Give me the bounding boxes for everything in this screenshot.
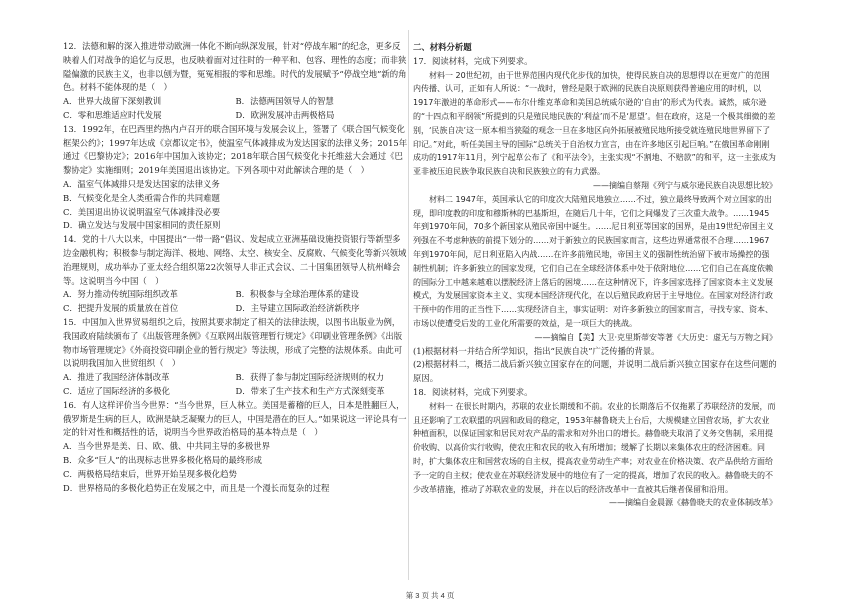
- option-a[interactable]: A．努力推动传统国际组织改革: [63, 289, 178, 300]
- option-a[interactable]: A．当今世界是美、日、欧、俄、中共同主导的多极世界: [63, 441, 271, 452]
- section-title: 二、材料分析题: [413, 42, 472, 52]
- option-b[interactable]: B．气候变化是全人类亟需合作的共同难题: [63, 192, 220, 203]
- question-18-intro: 18．阅读材料，完成下列要求。: [413, 386, 533, 397]
- option-c[interactable]: C．把提升发展的质量放在首位: [63, 303, 179, 314]
- question-stem: 12．法德和解的深入推进带动欧洲一体化不断向纵深发展，针对“停战车厢”的纪念，更多反映着人们对战争的追忆与反思，也反映着面对过往时的一种平和、包容、理性的态度；而非狭隘偏激的民族主义，也非以刨为暨，冤冤相报的零和思维。时代的发展赋予“停战空地”新的角色。材料不能体现的是（ ）: [63, 41, 407, 93]
- question-16: [63, 399, 408, 496]
- option-d[interactable]: D．欧洲发展冲击两极格局: [235, 109, 335, 120]
- option-a[interactable]: A．世界大战留下深刻教训: [63, 96, 162, 107]
- question-12: [63, 40, 408, 123]
- source-citation: ——摘编自【美】大卫·克里斯蒂安等著《大历史：虚无与万物之间》: [534, 332, 777, 342]
- source-citation: ——摘编自金晨源《赫鲁晓夫的农业体制改革》: [609, 498, 777, 508]
- option-c[interactable]: C．两极格局结束后，世界开始呈现多极化趋势: [63, 468, 237, 479]
- question-stem: 13．1992年，在巴西里约热内卢召开的联合国环境与发展会议上，签署了《联合国气候变化框架公约》；1997年达成《京都议定书》，使温室气体减排成为发达国家的法律义务；2015年通过《巴黎协定》；2016年中国加入该协定；2018年联合国气候变化卡托维兹大会通过《巴黎协定》实施细则；2019年美国退出该协定。下列各项中对此解读合理的是（ ）: [63, 123, 408, 176]
- question-stem: 15．中国加入世界贸易组织之后，按照其要求制定了相关的法律法规，以图书出版业为例，我国政府陆续颁布了《出版管理条例》《互联网出版管理暂行规定》《印刷业管理条例》《出版物市场管理规定》《外商投资印刷企业的暂行规定》等法规，形成了完整的法规体系。由此可以说明我国加入世贸组织（ ）: [63, 316, 403, 369]
- question-17-intro: 17．阅读材料，完成下列要求。: [413, 55, 533, 66]
- left-column: [63, 40, 408, 495]
- option-d[interactable]: D．确立发达与发展中国家相同的责任原则: [63, 220, 221, 231]
- option-d[interactable]: D．主导建立国际政治经济新秩序: [235, 303, 360, 314]
- option-d[interactable]: D．带来了生产技术和生产方式深刻变革: [235, 385, 385, 396]
- option-c[interactable]: C．美国退出协议说明温室气体减排没必要: [63, 206, 221, 217]
- option-b[interactable]: B．法德两国领导人的智慧: [235, 96, 334, 107]
- right-column: [413, 40, 777, 510]
- column-divider: [408, 30, 409, 580]
- question-stem: 14．党的十八大以来，中国提出“一带一路”倡议、发起成立亚洲基础设施投资银行等新型多边金融机构；积极参与制定海洋、极地、网络、太空、核安全、反腐败、气候变化等新兴领域治理规则，成功举办了亚太经合组织第22次领导人非正式会议、二十国集团领导人杭州峰会等。这说明当今中国（ ）: [63, 234, 407, 286]
- question-14: [63, 233, 408, 316]
- material-1: 材料一 在很长时期内，苏联的农业长期缓和不前。农业的长期落后不仅拖累了苏联经济的发展，而且还影响了工农联盟的巩固和政局的稳定，1953年赫鲁晓夫上台后，大规模建立国营农场，扩大农业种植面积，以保证国家和居民对农产品的需求和对外出口的增长。赫鲁晓夫取消了义务交售制，采用提价收购、以高价实行收购，使农庄和农民的收入有所增加；缓解了长期以来集体农庄的经济困难。同时，扩大集体农庄和国营农场的自主权，提高农业劳动生产率；对农业在价格决策、农产品供给方面给予一定的自主权；使农业在苏联经济发展中的地位有了一定的提高，增加了农民的收入。赫鲁晓夫的不少改革措施，推动了苏联农业的发展，并在以后的经济改革中一直被其后继者保留和沿用。: [413, 401, 776, 494]
- option-a[interactable]: A．温室气体减排只是发达国家的法律义务: [63, 178, 220, 189]
- option-b[interactable]: B．众多“巨人”的出现标志世界多极化格局的最终形成: [63, 454, 262, 465]
- sub-question-1: (1)根据材料一并结合所学知识，指出“民族自决”广泛传播的背景。: [413, 345, 660, 356]
- option-c[interactable]: C．适应了国际经济的多极化: [63, 385, 170, 396]
- option-d[interactable]: D．世界格局的多极化趋势正在发展之中，而且是一个漫长而复杂的过程: [63, 482, 330, 493]
- option-a[interactable]: A．推进了我国经济体制改革: [63, 372, 170, 383]
- material-1: 材料一 20世纪初，由于世界范围内现代化步伐的加快，使得民族自决的思想得以在更宽广的范围内传播、认可，正如有人所说：“一战时，曾经是限于欧洲的民族自决原则获得普遍应用的时机，以1917年激进的革命形式——布尔什维克革命和美国总统威尔逊的‘自由’的形式为代表。诚然，威尔逊的“十四点和平纲领”所提到的只是殖民地民族的‘利益’而不是‘愿望’。但在政府，这是一个极其细微的差别，‘民族自决’这一原本相当狭隘的观念一旦在多地区向外拓展被殖民地所接受就连殖民地世界留下了印记。”对此，听任美国主导的国际“总统关于自治权力宣言，由在许多地区引起巨响。”在俄国革命刚刚成功的1917年11月，列宁起草公布了《和平法令》，主张实现“不割地、不赔款”的和平，这一主张成为亚非被压迫民族争取民族自决和民族独立的有力武器。: [413, 70, 776, 177]
- source-citation: ——摘编自蔡翔《列宁与威尔逊民族自决思想比较》: [593, 180, 777, 190]
- question-stem: 16．有人这样评价当今世界：“当今世界，巨人林立。美国是蓄稽的巨人，日本是胜翻巨人，俄罗斯是生病的巨人，欧洲是缺乏凝聚力的巨人，中国是潜在的巨人。”如果说这一评论具有一定的针对性和概括性的话，说明当今世界政治格局的基本特点是（ ）: [63, 399, 407, 438]
- option-b[interactable]: B．获得了参与制定国际经济规则的权力: [235, 372, 385, 383]
- question-13: [63, 123, 408, 233]
- question-15: [63, 316, 408, 399]
- option-c[interactable]: C．零和思维适应时代发展: [63, 109, 162, 120]
- option-b[interactable]: B．积极参与全球治理体系的建设: [235, 289, 359, 300]
- material-2: 材料二 1947年，英国承认它的印度次大陆殖民地独立……不过，独立最终导致两个对立国家的出现，即印度教的印度和穆斯林的巴基斯坦，在随后几十年，它们之间爆发了三次重大战争。……1945年到1970年间，70多个新国家从殖民帝国中诞生。……尼日利亚等国家的国界，是由19世纪帝国主义列强在不考虑种族的前提下划分的……对于新独立的民族国家而言，这些边界通常很不合理……1967年到1970年间，尼日利亚陷入内战……在许多前殖民地，帝国主义的强制性统治留下被市场操控的强制性机制；许多新独立的国家发现，它们自己在全球经济体系中处于依附地位……它们自己在高度依赖的国际分工中越来越难以摆脱经济上落后的困境……在这种情况下，许多国家选择了国家资本主义发展模式，为发展国家资本主义、实现本国经济现代化，在以后殖民政府居于主导地位。在国家对经济行政干预中的作用的正当性下……实现经济自主，事实证明：对许多新独立的国家而言，寻找专家、资本、市场以使遭受后发的工业化所需要的效益，是一项巨大的挑战。: [413, 194, 774, 328]
- page-footer: 第 3 页 共 4 页: [405, 591, 455, 600]
- sub-question-2: (2)根据材料二，概括二战后新兴独立国家存在的问题，并说明二战后新兴独立国家存在这些问题的原因。: [413, 359, 777, 384]
